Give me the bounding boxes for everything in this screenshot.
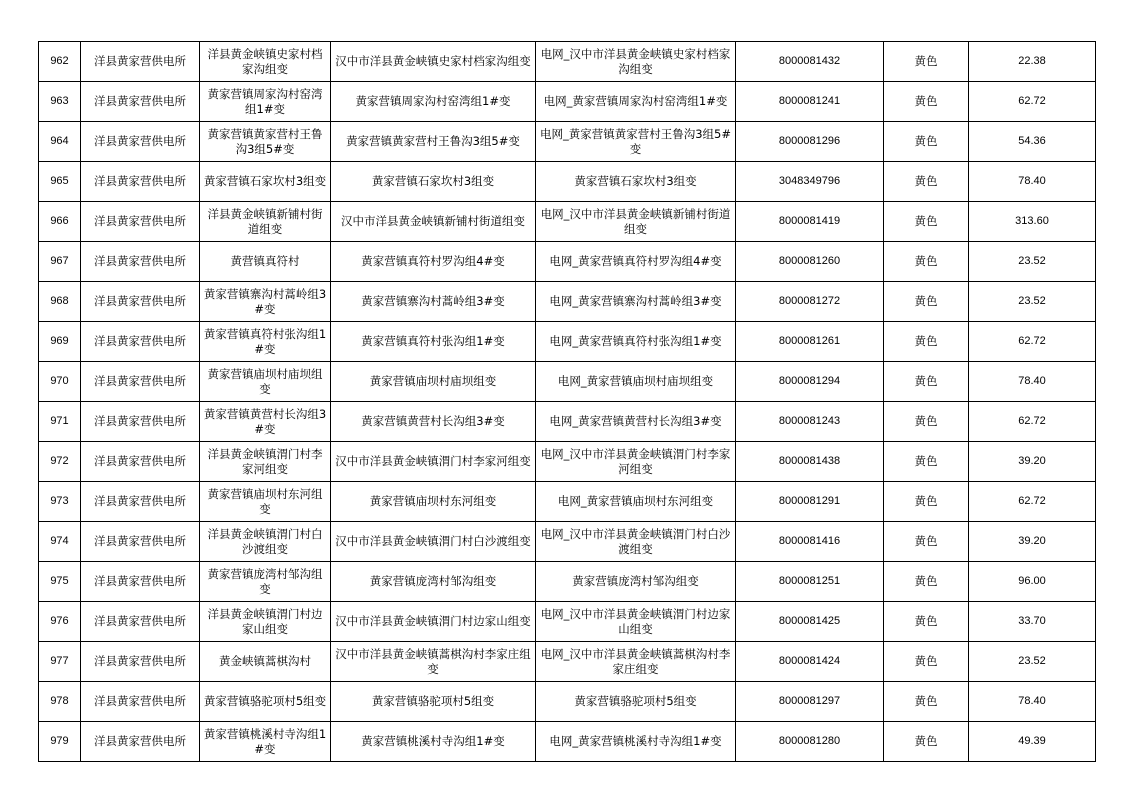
cell-unit: 洋县黄家营供电所 [81,42,200,82]
cell-meter-name: 黄家营镇石家坎村3组变 [536,162,736,202]
cell-color: 黄色 [884,162,969,202]
cell-location: 黄家营镇庙坝村东河组变 [331,482,536,522]
cell-meter-name: 电网_黄家营镇寨沟村蒿岭组3#变 [536,282,736,322]
table-row [39,442,1096,482]
cell-amount: 62.72 [969,322,1096,362]
cell-meter-name: 电网_汉中市洋县黄金峡镇渭门村白沙渡组变 [536,522,736,562]
cell-seq: 972 [39,442,81,482]
cell-name: 黄家营镇周家沟村窑湾组1#变 [200,82,331,122]
cell-unit: 洋县黄家营供电所 [81,282,200,322]
cell-unit: 洋县黄家营供电所 [81,162,200,202]
cell-name: 黄营镇真符村 [200,242,331,282]
table-row [39,162,1096,202]
cell-color: 黄色 [884,642,969,682]
cell-location: 汉中市洋县黄金峡镇渭门村边家山组变 [331,602,536,642]
cell-amount: 54.36 [969,122,1096,162]
cell-account: 8000081291 [736,482,884,522]
table-row [39,682,1096,722]
cell-amount: 39.20 [969,442,1096,482]
cell-amount: 313.60 [969,202,1096,242]
cell-color: 黄色 [884,682,969,722]
cell-color: 黄色 [884,42,969,82]
cell-seq: 970 [39,362,81,402]
cell-amount: 78.40 [969,682,1096,722]
cell-color: 黄色 [884,82,969,122]
cell-unit: 洋县黄家营供电所 [81,122,200,162]
cell-seq: 971 [39,402,81,442]
cell-meter-name: 黄家营镇骆驼项村5组变 [536,682,736,722]
cell-amount: 62.72 [969,82,1096,122]
cell-unit: 洋县黄家营供电所 [81,562,200,602]
cell-amount: 62.72 [969,402,1096,442]
cell-name: 洋县黄金峡镇渭门村白沙渡组变 [200,522,331,562]
cell-amount: 39.20 [969,522,1096,562]
cell-meter-name: 电网_汉中市洋县黄金峡镇史家村档家沟组变 [536,42,736,82]
cell-account: 8000081416 [736,522,884,562]
table-row [39,522,1096,562]
cell-seq: 965 [39,162,81,202]
table-row [39,202,1096,242]
cell-color: 黄色 [884,442,969,482]
table-row [39,642,1096,682]
cell-unit: 洋县黄家营供电所 [81,242,200,282]
cell-name: 洋县黄金峡镇渭门村李家河组变 [200,442,331,482]
cell-location: 汉中市洋县黄金峡镇蒿棋沟村李家庄组变 [331,642,536,682]
cell-seq: 976 [39,602,81,642]
cell-amount: 49.39 [969,722,1096,762]
cell-seq: 969 [39,322,81,362]
cell-name: 黄家营镇庙坝村东河组变 [200,482,331,522]
cell-meter-name: 电网_黄家营镇桃溪村寺沟组1#变 [536,722,736,762]
cell-account: 8000081432 [736,42,884,82]
cell-account: 8000081241 [736,82,884,122]
cell-color: 黄色 [884,322,969,362]
cell-meter-name: 电网_黄家营镇黄家营村王鲁沟3组5#变 [536,122,736,162]
table-row [39,602,1096,642]
table-row [39,402,1096,442]
cell-color: 黄色 [884,282,969,322]
table-row [39,362,1096,402]
cell-color: 黄色 [884,562,969,602]
cell-meter-name: 电网_汉中市洋县黄金峡镇蒿棋沟村李家庄组变 [536,642,736,682]
cell-name: 黄金峡镇蒿棋沟村 [200,642,331,682]
cell-account: 8000081296 [736,122,884,162]
cell-color: 黄色 [884,522,969,562]
cell-seq: 967 [39,242,81,282]
cell-meter-name: 电网_黄家营镇真符村张沟组1#变 [536,322,736,362]
cell-account: 8000081294 [736,362,884,402]
table-row [39,242,1096,282]
table-row [39,282,1096,322]
cell-amount: 23.52 [969,282,1096,322]
cell-color: 黄色 [884,362,969,402]
cell-location: 汉中市洋县黄金峡镇渭门村李家河组变 [331,442,536,482]
cell-account: 8000081419 [736,202,884,242]
cell-seq: 963 [39,82,81,122]
cell-amount: 78.40 [969,362,1096,402]
cell-name: 洋县黄金峡镇新铺村街道组变 [200,202,331,242]
cell-seq: 968 [39,282,81,322]
table-row [39,322,1096,362]
cell-amount: 96.00 [969,562,1096,602]
table-row [39,122,1096,162]
cell-name: 黄家营镇骆驼项村5组变 [200,682,331,722]
cell-location: 黄家营镇黄营村长沟组3#变 [331,402,536,442]
cell-unit: 洋县黄家营供电所 [81,722,200,762]
cell-name: 黄家营镇黄家营村王鲁沟3组5#变 [200,122,331,162]
cell-meter-name: 电网_黄家营镇黄营村长沟组3#变 [536,402,736,442]
cell-meter-name: 电网_黄家营镇庙坝村东河组变 [536,482,736,522]
cell-name: 黄家营镇黄营村长沟组3#变 [200,402,331,442]
cell-color: 黄色 [884,722,969,762]
cell-name: 黄家营镇庙坝村庙坝组变 [200,362,331,402]
cell-amount: 33.70 [969,602,1096,642]
cell-seq: 979 [39,722,81,762]
cell-name: 黄家营镇石家坎村3组变 [200,162,331,202]
cell-name: 洋县黄金峡镇渭门村边家山组变 [200,602,331,642]
cell-unit: 洋县黄家营供电所 [81,402,200,442]
table-row [39,82,1096,122]
table-row [39,722,1096,762]
cell-account: 8000081297 [736,682,884,722]
table-body [39,42,1096,762]
cell-seq: 975 [39,562,81,602]
cell-color: 黄色 [884,122,969,162]
cell-location: 黄家营镇寨沟村蒿岭组3#变 [331,282,536,322]
cell-meter-name: 电网_汉中市洋县黄金峡镇渭门村李家河组变 [536,442,736,482]
cell-amount: 22.38 [969,42,1096,82]
cell-location: 汉中市洋县黄金峡镇渭门村白沙渡组变 [331,522,536,562]
cell-account: 8000081424 [736,642,884,682]
table-row [39,482,1096,522]
cell-account: 8000081280 [736,722,884,762]
cell-account: 8000081438 [736,442,884,482]
cell-unit: 洋县黄家营供电所 [81,682,200,722]
cell-location: 黄家营镇真符村罗沟组4#变 [331,242,536,282]
cell-color: 黄色 [884,242,969,282]
cell-location: 汉中市洋县黄金峡镇史家村档家沟组变 [331,42,536,82]
cell-amount: 62.72 [969,482,1096,522]
cell-amount: 23.52 [969,242,1096,282]
cell-account: 3048349796 [736,162,884,202]
cell-amount: 23.52 [969,642,1096,682]
cell-color: 黄色 [884,482,969,522]
cell-account: 8000081260 [736,242,884,282]
cell-seq: 977 [39,642,81,682]
cell-seq: 974 [39,522,81,562]
table-row [39,562,1096,602]
cell-unit: 洋县黄家营供电所 [81,522,200,562]
cell-unit: 洋县黄家营供电所 [81,322,200,362]
cell-meter-name: 黄家营镇庞湾村邹沟组变 [536,562,736,602]
cell-location: 黄家营镇庙坝村庙坝组变 [331,362,536,402]
cell-unit: 洋县黄家营供电所 [81,202,200,242]
cell-account: 8000081243 [736,402,884,442]
cell-account: 8000081261 [736,322,884,362]
cell-seq: 962 [39,42,81,82]
table-row [39,42,1096,82]
cell-unit: 洋县黄家营供电所 [81,362,200,402]
cell-location: 黄家营镇真符村张沟组1#变 [331,322,536,362]
cell-unit: 洋县黄家营供电所 [81,602,200,642]
cell-unit: 洋县黄家营供电所 [81,642,200,682]
cell-account: 8000081272 [736,282,884,322]
cell-seq: 978 [39,682,81,722]
cell-meter-name: 电网_黄家营镇周家沟村窑湾组1#变 [536,82,736,122]
cell-name: 黄家营镇桃溪村寺沟组1#变 [200,722,331,762]
cell-unit: 洋县黄家营供电所 [81,82,200,122]
cell-amount: 78.40 [969,162,1096,202]
cell-name: 洋县黄金峡镇史家村档家沟组变 [200,42,331,82]
cell-account: 8000081251 [736,562,884,602]
cell-location: 汉中市洋县黄金峡镇新铺村街道组变 [331,202,536,242]
cell-location: 黄家营镇黄家营村王鲁沟3组5#变 [331,122,536,162]
cell-meter-name: 电网_黄家营镇庙坝村庙坝组变 [536,362,736,402]
cell-name: 黄家营镇寨沟村蒿岭组3#变 [200,282,331,322]
cell-location: 黄家营镇骆驼项村5组变 [331,682,536,722]
cell-unit: 洋县黄家营供电所 [81,482,200,522]
cell-name: 黄家营镇庞湾村邹沟组变 [200,562,331,602]
cell-color: 黄色 [884,602,969,642]
cell-meter-name: 电网_汉中市洋县黄金峡镇渭门村边家山组变 [536,602,736,642]
cell-name: 黄家营镇真符村张沟组1#变 [200,322,331,362]
cell-unit: 洋县黄家营供电所 [81,442,200,482]
cell-account: 8000081425 [736,602,884,642]
cell-color: 黄色 [884,402,969,442]
cell-location: 黄家营镇桃溪村寺沟组1#变 [331,722,536,762]
cell-seq: 964 [39,122,81,162]
data-table [38,41,1096,762]
cell-seq: 973 [39,482,81,522]
cell-color: 黄色 [884,202,969,242]
cell-meter-name: 电网_汉中市洋县黄金峡镇新铺村街道组变 [536,202,736,242]
cell-location: 黄家营镇周家沟村窑湾组1#变 [331,82,536,122]
cell-location: 黄家营镇庞湾村邹沟组变 [331,562,536,602]
cell-location: 黄家营镇石家坎村3组变 [331,162,536,202]
cell-seq: 966 [39,202,81,242]
cell-meter-name: 电网_黄家营镇真符村罗沟组4#变 [536,242,736,282]
